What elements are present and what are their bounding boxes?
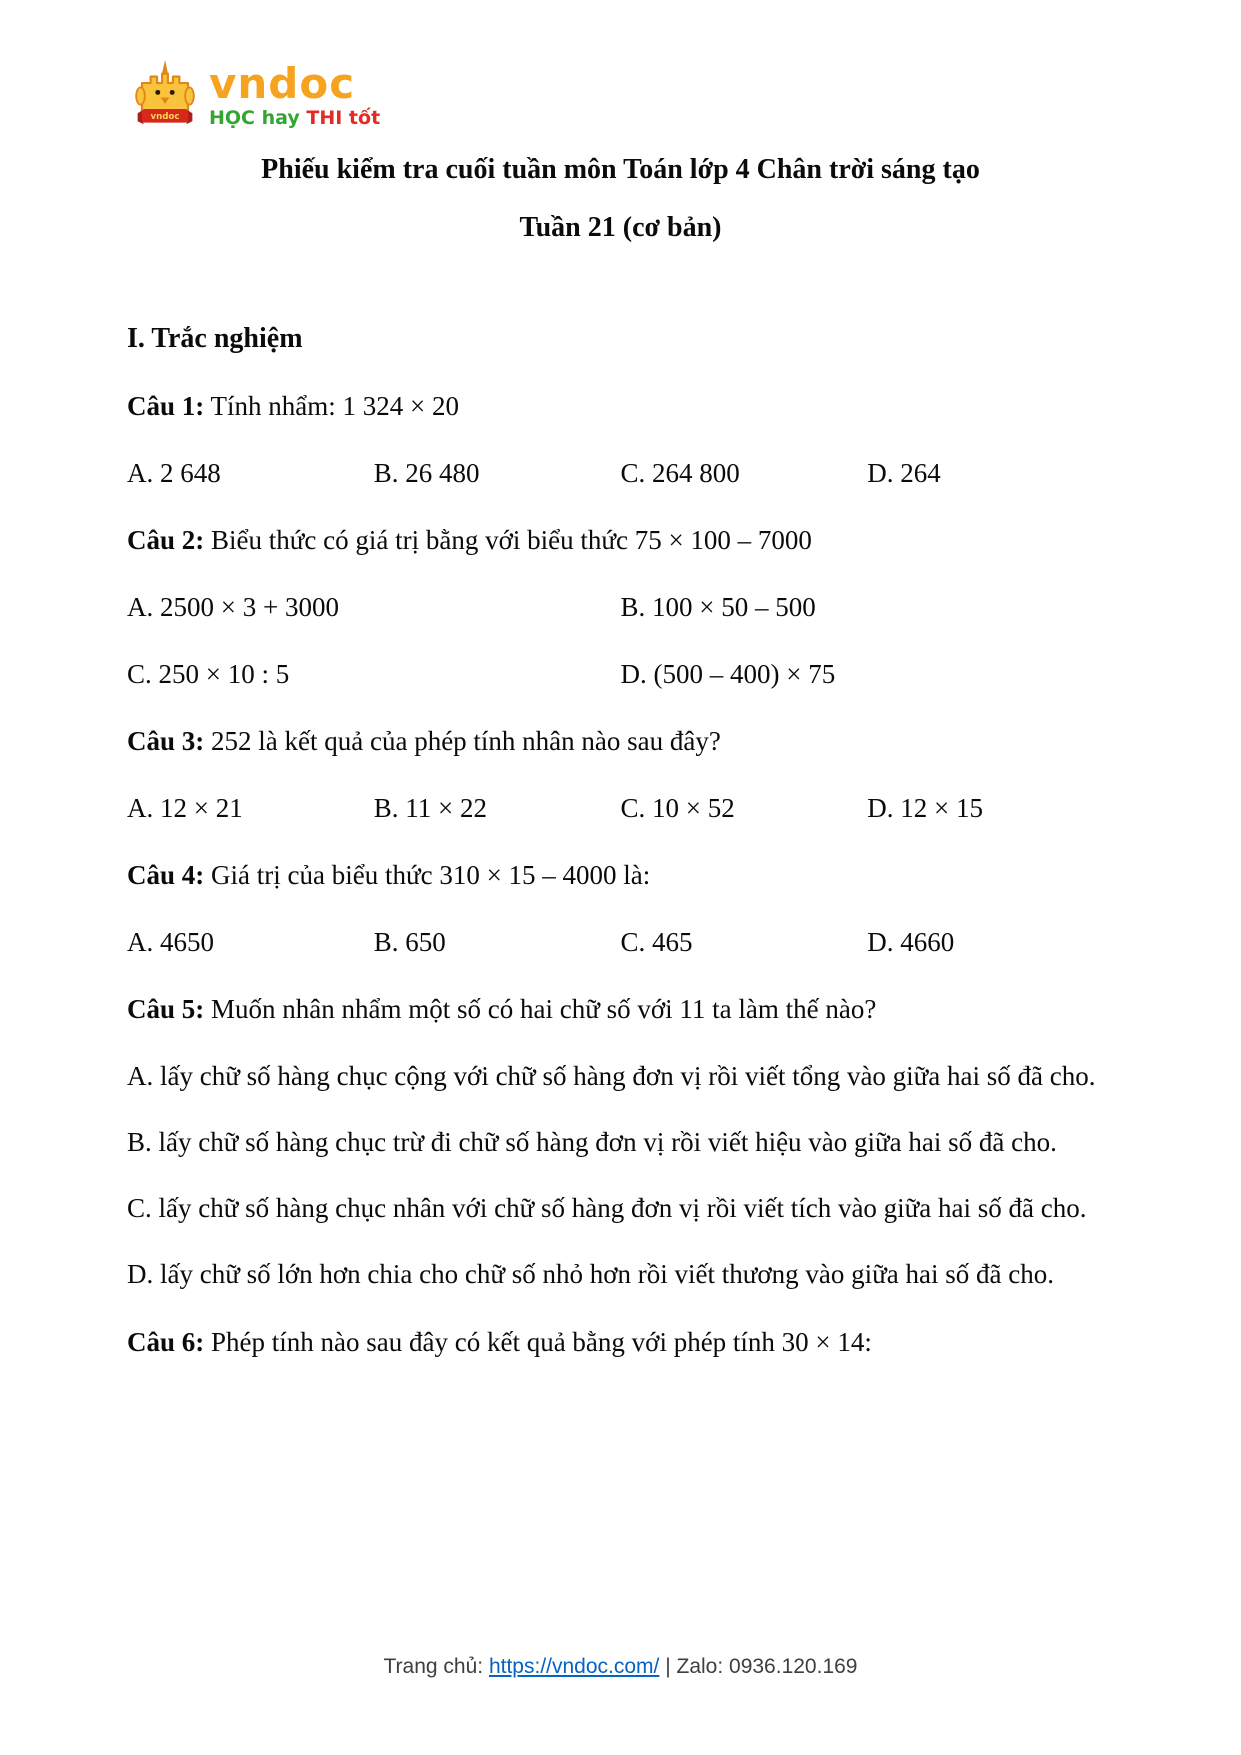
answer-option: C. 250 × 10 : 5 <box>127 659 290 689</box>
logo-brand-text: vndoc <box>209 59 356 108</box>
question-2-text: Biểu thức có giá trị bằng với biểu thức 75 × 100 – 7000 <box>211 525 812 555</box>
question-2-options-row-1 <box>127 580 1114 634</box>
page-title: Phiếu kiểm tra cuối tuần môn Toán lớp 4 Chân trời sáng tạo <box>261 154 980 185</box>
question-1 <box>127 379 1114 433</box>
question-1-text: Tính nhẩm: 1 324 × 20 <box>210 391 459 421</box>
answer-option: D. 264 <box>867 458 941 488</box>
footer-zalo: Zalo: 0936.120.169 <box>676 1655 858 1678</box>
question-5-option-c: C. lấy chữ số hàng chục nhân với chữ số hàng đơn vị rồi viết tích vào giữa hai số đã cho. <box>127 1193 1087 1223</box>
question-6-text: Phép tính nào sau đây có kết quả bằng với phép tính 30 × 14: <box>211 1327 872 1357</box>
mascot-banner-text: vndoc <box>150 112 180 123</box>
question-2 <box>127 513 1114 567</box>
vndoc-mascot-icon <box>129 58 201 134</box>
question-4-options <box>127 915 1114 969</box>
question-1-options <box>127 446 1114 500</box>
logo-tagline-hoc-hay: HỌC hay <box>209 107 300 129</box>
question-5-label: Câu 5: <box>127 994 205 1024</box>
question-6 <box>127 1315 1114 1369</box>
question-3-label: Câu 3: <box>127 726 205 756</box>
question-4 <box>127 848 1114 902</box>
question-3-options <box>127 781 1114 835</box>
home-link[interactable]: https://vndoc.com/ <box>488 1655 660 1678</box>
question-3-text: 252 là kết quả của phép tính nhân nào sau đây? <box>211 726 721 756</box>
answer-option: A. 12 × 21 <box>127 793 243 823</box>
answer-option: A. 4650 <box>127 927 214 957</box>
footer-divider: | <box>659 1655 677 1678</box>
answer-option: C. 10 × 52 <box>620 793 735 823</box>
question-5-text: Muốn nhân nhẩm một số có hai chữ số với 11 ta làm thế nào? <box>211 994 877 1024</box>
answer-option: A. 2500 × 3 + 3000 <box>127 592 339 622</box>
question-2-options-row-2 <box>127 647 1114 701</box>
vndoc-logo <box>129 58 1114 136</box>
question-5-option-d: D. lấy chữ số lớn hơn chia cho chữ số nhỏ hơn rồi viết thương vào giữa hai số đã cho. <box>127 1259 1054 1289</box>
logo-tagline-thi-tot: THI tốt <box>306 107 381 129</box>
page-subtitle: Tuần 21 (cơ bản) <box>519 212 722 243</box>
question-4-text: Giá trị của biểu thức 310 × 15 – 4000 là: <box>211 860 651 890</box>
logo-tagline <box>209 106 380 130</box>
question-2-label: Câu 2: <box>127 525 205 555</box>
answer-option: C. 465 <box>620 927 693 957</box>
question-6-label: Câu 6: <box>127 1327 205 1357</box>
question-3 <box>127 714 1114 768</box>
answer-option: D. (500 – 400) × 75 <box>620 659 836 689</box>
logo-text <box>209 58 380 130</box>
question-4-label: Câu 4: <box>127 860 205 890</box>
question-5-option-a: A. lấy chữ số hàng chục cộng với chữ số hàng đơn vị rồi viết tổng vào giữa hai số đã cho. <box>127 1061 1096 1091</box>
page-footer <box>0 1655 1241 1679</box>
footer-prefix: Trang chủ: <box>383 1655 489 1678</box>
answer-option: B. 11 × 22 <box>373 793 487 823</box>
answer-option: B. 100 × 50 – 500 <box>620 592 816 622</box>
answer-option: C. 264 800 <box>620 458 740 488</box>
section-heading: I. Trắc nghiệm <box>127 323 303 354</box>
answer-option: A. 2 648 <box>127 458 221 488</box>
answer-option: D. 12 × 15 <box>867 793 983 823</box>
question-1-label: Câu 1: <box>127 391 205 421</box>
answer-option: B. 26 480 <box>373 458 480 488</box>
answer-option: D. 4660 <box>867 927 955 957</box>
question-5-option-b: B. lấy chữ số hàng chục trừ đi chữ số hàng đơn vị rồi viết hiệu vào giữa hai số đã cho. <box>127 1127 1057 1157</box>
answer-option: B. 650 <box>373 927 446 957</box>
question-5 <box>127 982 1114 1036</box>
